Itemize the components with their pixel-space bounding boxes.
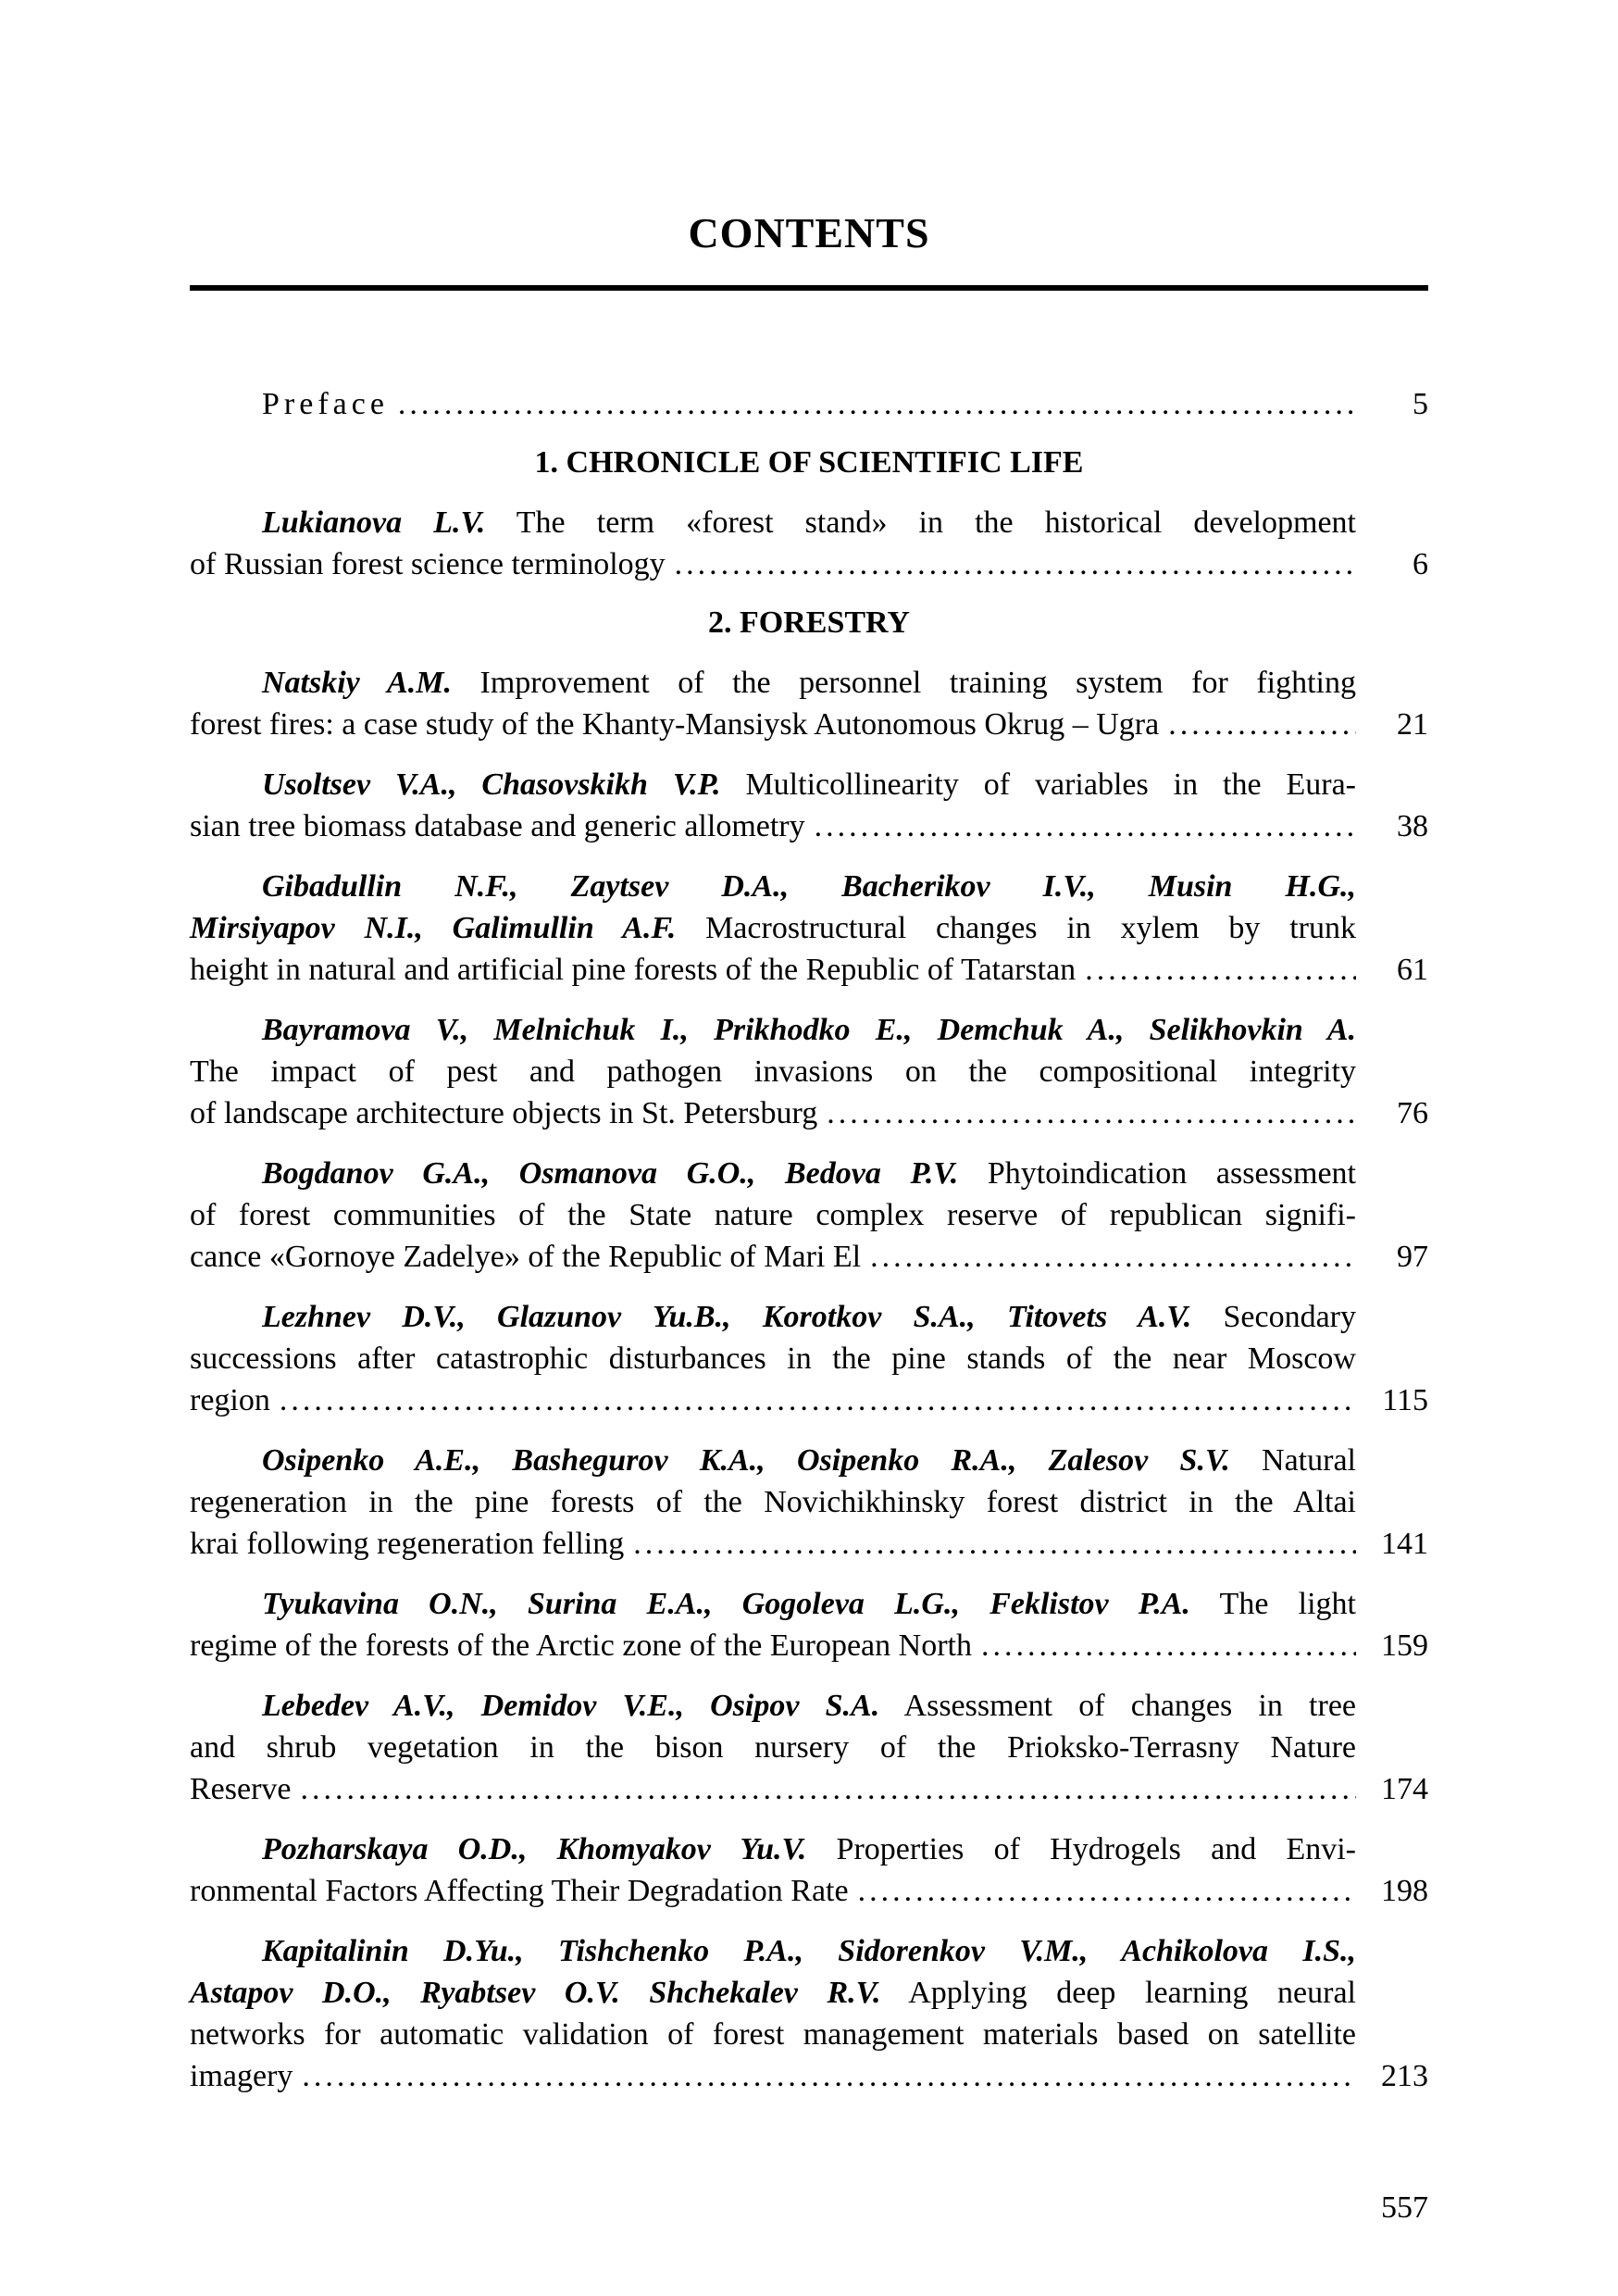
entry-text bbox=[190, 764, 1356, 847]
entry-line bbox=[190, 1338, 1356, 1379]
entry-line-last bbox=[190, 1523, 1356, 1565]
entry-line-last bbox=[190, 1236, 1356, 1278]
entry-authors: Pozharskaya O.D., Khomyakov Yu.V. bbox=[262, 1832, 807, 1867]
entry-line bbox=[190, 1296, 1356, 1338]
entry-line bbox=[190, 2014, 1356, 2055]
entry-line-last bbox=[190, 1625, 1356, 1666]
toc-entry bbox=[190, 1009, 1428, 1134]
entry-line bbox=[190, 1194, 1356, 1236]
entry-line bbox=[190, 1481, 1356, 1523]
dot-leader bbox=[675, 543, 1356, 585]
preface-line bbox=[190, 383, 1356, 425]
preface-page-number: 5 bbox=[1413, 387, 1428, 422]
entry-text bbox=[190, 1153, 1356, 1278]
entry-page-number: 21 bbox=[1397, 707, 1428, 742]
entry-line-last bbox=[190, 1379, 1356, 1421]
entry-page-number: 141 bbox=[1381, 1527, 1428, 1562]
toc-entry bbox=[190, 502, 1428, 585]
dot-leader bbox=[633, 1523, 1356, 1565]
entry-page-number: 38 bbox=[1397, 809, 1428, 844]
section-heading-1: 1. CHRONICLE OF SCIENTIFIC LIFE bbox=[534, 445, 1084, 480]
entry-line-last bbox=[190, 1092, 1356, 1134]
entry-line-last bbox=[190, 2055, 1356, 2097]
entry-text bbox=[190, 502, 1356, 585]
entry-line bbox=[190, 1727, 1356, 1768]
title-rule bbox=[190, 285, 1428, 291]
entry-page-number: 213 bbox=[1381, 2059, 1428, 2094]
volume-page-number: 557 bbox=[1381, 2190, 1428, 2225]
entry-title-text: Improvement of the personnel training system for fighting bbox=[451, 666, 1356, 701]
dot-leader bbox=[398, 383, 1356, 425]
entry-line bbox=[190, 1685, 1356, 1727]
dot-leader bbox=[280, 1379, 1356, 1421]
entry-title-text: of landscape architecture objects in St. Petersburg bbox=[190, 1096, 818, 1131]
entry-line bbox=[190, 764, 1356, 805]
entry-title-text: sian tree biomass database and generic allometry bbox=[190, 809, 805, 844]
dot-leader bbox=[301, 1768, 1356, 1810]
entry-authors: Tyukavina O.N., Surina E.A., Gogoleva L.G., Feklistov P.A. bbox=[262, 1587, 1190, 1622]
entry-line-last bbox=[190, 1870, 1356, 1912]
dot-leader bbox=[827, 1092, 1356, 1134]
dot-leader bbox=[870, 1236, 1356, 1278]
entry-line-last bbox=[190, 949, 1356, 991]
entry-title-text: of forest communities of the State nature complex reserve of republican signifi- bbox=[190, 1198, 1356, 1233]
dot-leader bbox=[815, 805, 1356, 847]
entry-title-text: successions after catastrophic disturbances in the pine stands of the near Moscow bbox=[190, 1341, 1356, 1377]
entry-title-text: The impact of pest and pathogen invasions on the compositional integrity bbox=[190, 1054, 1356, 1090]
entry-title-text: Assessment of changes in tree bbox=[879, 1689, 1357, 1724]
entry-line-last bbox=[190, 543, 1356, 585]
entry-authors: Natskiy A.M. bbox=[262, 666, 452, 701]
entry-authors: Mirsiyapov N.I., Galimullin A.F. bbox=[190, 911, 677, 946]
entry-title-text: height in natural and artificial pine forests of the Republic of Tatarstan bbox=[190, 953, 1077, 988]
entry-authors: Kapitalinin D.Yu., Tishchenko P.A., Sidorenkov V.M., Achikolova I.S., bbox=[262, 1934, 1356, 1969]
entry-text bbox=[190, 1009, 1356, 1134]
entry-title-text: The light bbox=[1189, 1587, 1356, 1622]
entry-title-text: Reserve bbox=[190, 1772, 292, 1807]
entry-title-text: and shrub vegetation in the bison nursery of the Prioksko-Terrasny Nature bbox=[190, 1730, 1356, 1766]
entry-title-text: ronmental Factors Affecting Their Degradation Rate bbox=[190, 1874, 849, 1909]
entry-line bbox=[190, 1440, 1356, 1481]
entry-title-text: Macrostructural changes in xylem by trunk bbox=[676, 911, 1356, 946]
entry-line bbox=[190, 1051, 1356, 1092]
entry-title-text: region bbox=[190, 1383, 270, 1418]
entry-line bbox=[190, 1009, 1356, 1051]
entry-title-text: cance «Gornoye Zadelye» of the Republic of Mari El bbox=[190, 1240, 862, 1275]
dot-leader bbox=[1085, 949, 1356, 991]
entry-line bbox=[190, 1153, 1356, 1194]
page-title: CONTENTS bbox=[688, 209, 930, 256]
entry-line-last bbox=[190, 704, 1356, 745]
entry-authors: Gibadullin N.F., Zaytsev D.A., Bacherikov I.V., Musin H.G., bbox=[262, 869, 1356, 905]
entry-title-text: The term «forest stand» in the historical development bbox=[485, 505, 1356, 541]
entry-line bbox=[190, 1972, 1356, 2014]
entry-title-text: regeneration in the pine forests of the Novichikhinsky forest district in the Altai bbox=[190, 1485, 1356, 1520]
entry-title-text: networks for automatic validation of forest management materials based on satellite bbox=[190, 2017, 1356, 2053]
entry-page-number: 198 bbox=[1381, 1874, 1428, 1909]
toc-entry bbox=[190, 1583, 1428, 1666]
entry-title-text: Multicollinearity of variables in the Eura- bbox=[720, 767, 1356, 803]
entry-text bbox=[190, 1583, 1356, 1666]
entry-text bbox=[190, 1296, 1356, 1421]
toc-entry bbox=[190, 1685, 1428, 1810]
entry-authors: Usoltsev V.A., Chasovskikh V.P. bbox=[262, 767, 721, 803]
entry-text bbox=[190, 662, 1356, 745]
entry-title-text: Applying deep learning neural bbox=[880, 1976, 1356, 2011]
preface-row bbox=[190, 383, 1428, 425]
entry-authors: Bayramova V., Melnichuk I., Prikhodko E., Demchuk A., Selikhovkin A. bbox=[262, 1013, 1356, 1048]
entry-title-text: Natural bbox=[1229, 1443, 1356, 1479]
toc-entry bbox=[190, 662, 1428, 745]
entry-text bbox=[190, 866, 1356, 991]
toc-sections bbox=[190, 442, 1428, 2097]
entry-authors: Lukianova L.V. bbox=[262, 505, 486, 541]
section-heading-2: 2. FORESTRY bbox=[708, 605, 910, 641]
entry-line-last bbox=[190, 805, 1356, 847]
toc bbox=[190, 383, 1428, 2097]
entry-line bbox=[190, 1828, 1356, 1870]
entry-title-text: Secondary bbox=[1191, 1300, 1356, 1335]
entry-title-text: forest fires: a case study of the Khanty-Mansiysk Autonomous Okrug – Ugra bbox=[190, 707, 1160, 742]
toc-entry bbox=[190, 866, 1428, 991]
toc-entry bbox=[190, 1828, 1428, 1912]
entry-text bbox=[190, 1930, 1356, 2097]
entry-page-number: 115 bbox=[1382, 1383, 1428, 1418]
entry-text bbox=[190, 1685, 1356, 1810]
toc-entry bbox=[190, 1296, 1428, 1421]
entry-page-number: 6 bbox=[1413, 547, 1428, 582]
toc-entry bbox=[190, 1930, 1428, 2097]
entry-line bbox=[190, 1930, 1356, 1972]
entry-page-number: 97 bbox=[1397, 1240, 1428, 1275]
entry-page-number: 159 bbox=[1381, 1628, 1428, 1664]
entry-title-text: of Russian forest science terminology bbox=[190, 547, 666, 582]
entry-authors: Astapov D.O., Ryabtsev O.V. Shchekalev R.V. bbox=[190, 1976, 881, 2011]
entry-title-text: krai following regeneration felling bbox=[190, 1527, 625, 1562]
dot-leader bbox=[858, 1870, 1356, 1912]
dot-leader bbox=[981, 1625, 1356, 1666]
toc-entry bbox=[190, 1153, 1428, 1278]
entry-line bbox=[190, 866, 1356, 907]
dot-leader bbox=[1168, 704, 1356, 745]
entry-line-last bbox=[190, 1768, 1356, 1810]
entry-text bbox=[190, 1828, 1356, 1912]
entry-title-text: imagery bbox=[190, 2059, 293, 2094]
entry-title-text: Properties of Hydrogels and Envi- bbox=[806, 1832, 1356, 1867]
entry-line bbox=[190, 662, 1356, 704]
entry-page-number: 61 bbox=[1397, 953, 1428, 988]
preface-text bbox=[190, 383, 1356, 425]
entry-page-number: 174 bbox=[1381, 1772, 1428, 1807]
entry-authors: Bogdanov G.A., Osmanova G.O., Bedova P.V. bbox=[262, 1156, 959, 1192]
entry-line bbox=[190, 1583, 1356, 1625]
entry-title-text: Phytoindication assessment bbox=[958, 1156, 1356, 1192]
dot-leader bbox=[302, 2055, 1356, 2097]
entry-page-number: 76 bbox=[1397, 1096, 1428, 1131]
entry-line bbox=[190, 502, 1356, 543]
toc-entry bbox=[190, 1440, 1428, 1565]
entry-authors: Osipenko A.E., Bashegurov K.A., Osipenko R.A., Zalesov S.V. bbox=[262, 1443, 1230, 1479]
toc-entry bbox=[190, 764, 1428, 847]
entry-text bbox=[190, 1440, 1356, 1565]
entry-line bbox=[190, 907, 1356, 949]
entry-authors: Lebedev A.V., Demidov V.E., Osipov S.A. bbox=[262, 1689, 880, 1724]
preface-label: Preface bbox=[262, 387, 389, 422]
entry-authors: Lezhnev D.V., Glazunov Yu.B., Korotkov S.A., Titovets A.V. bbox=[262, 1300, 1192, 1335]
entry-title-text: regime of the forests of the Arctic zone of the European North bbox=[190, 1628, 972, 1664]
